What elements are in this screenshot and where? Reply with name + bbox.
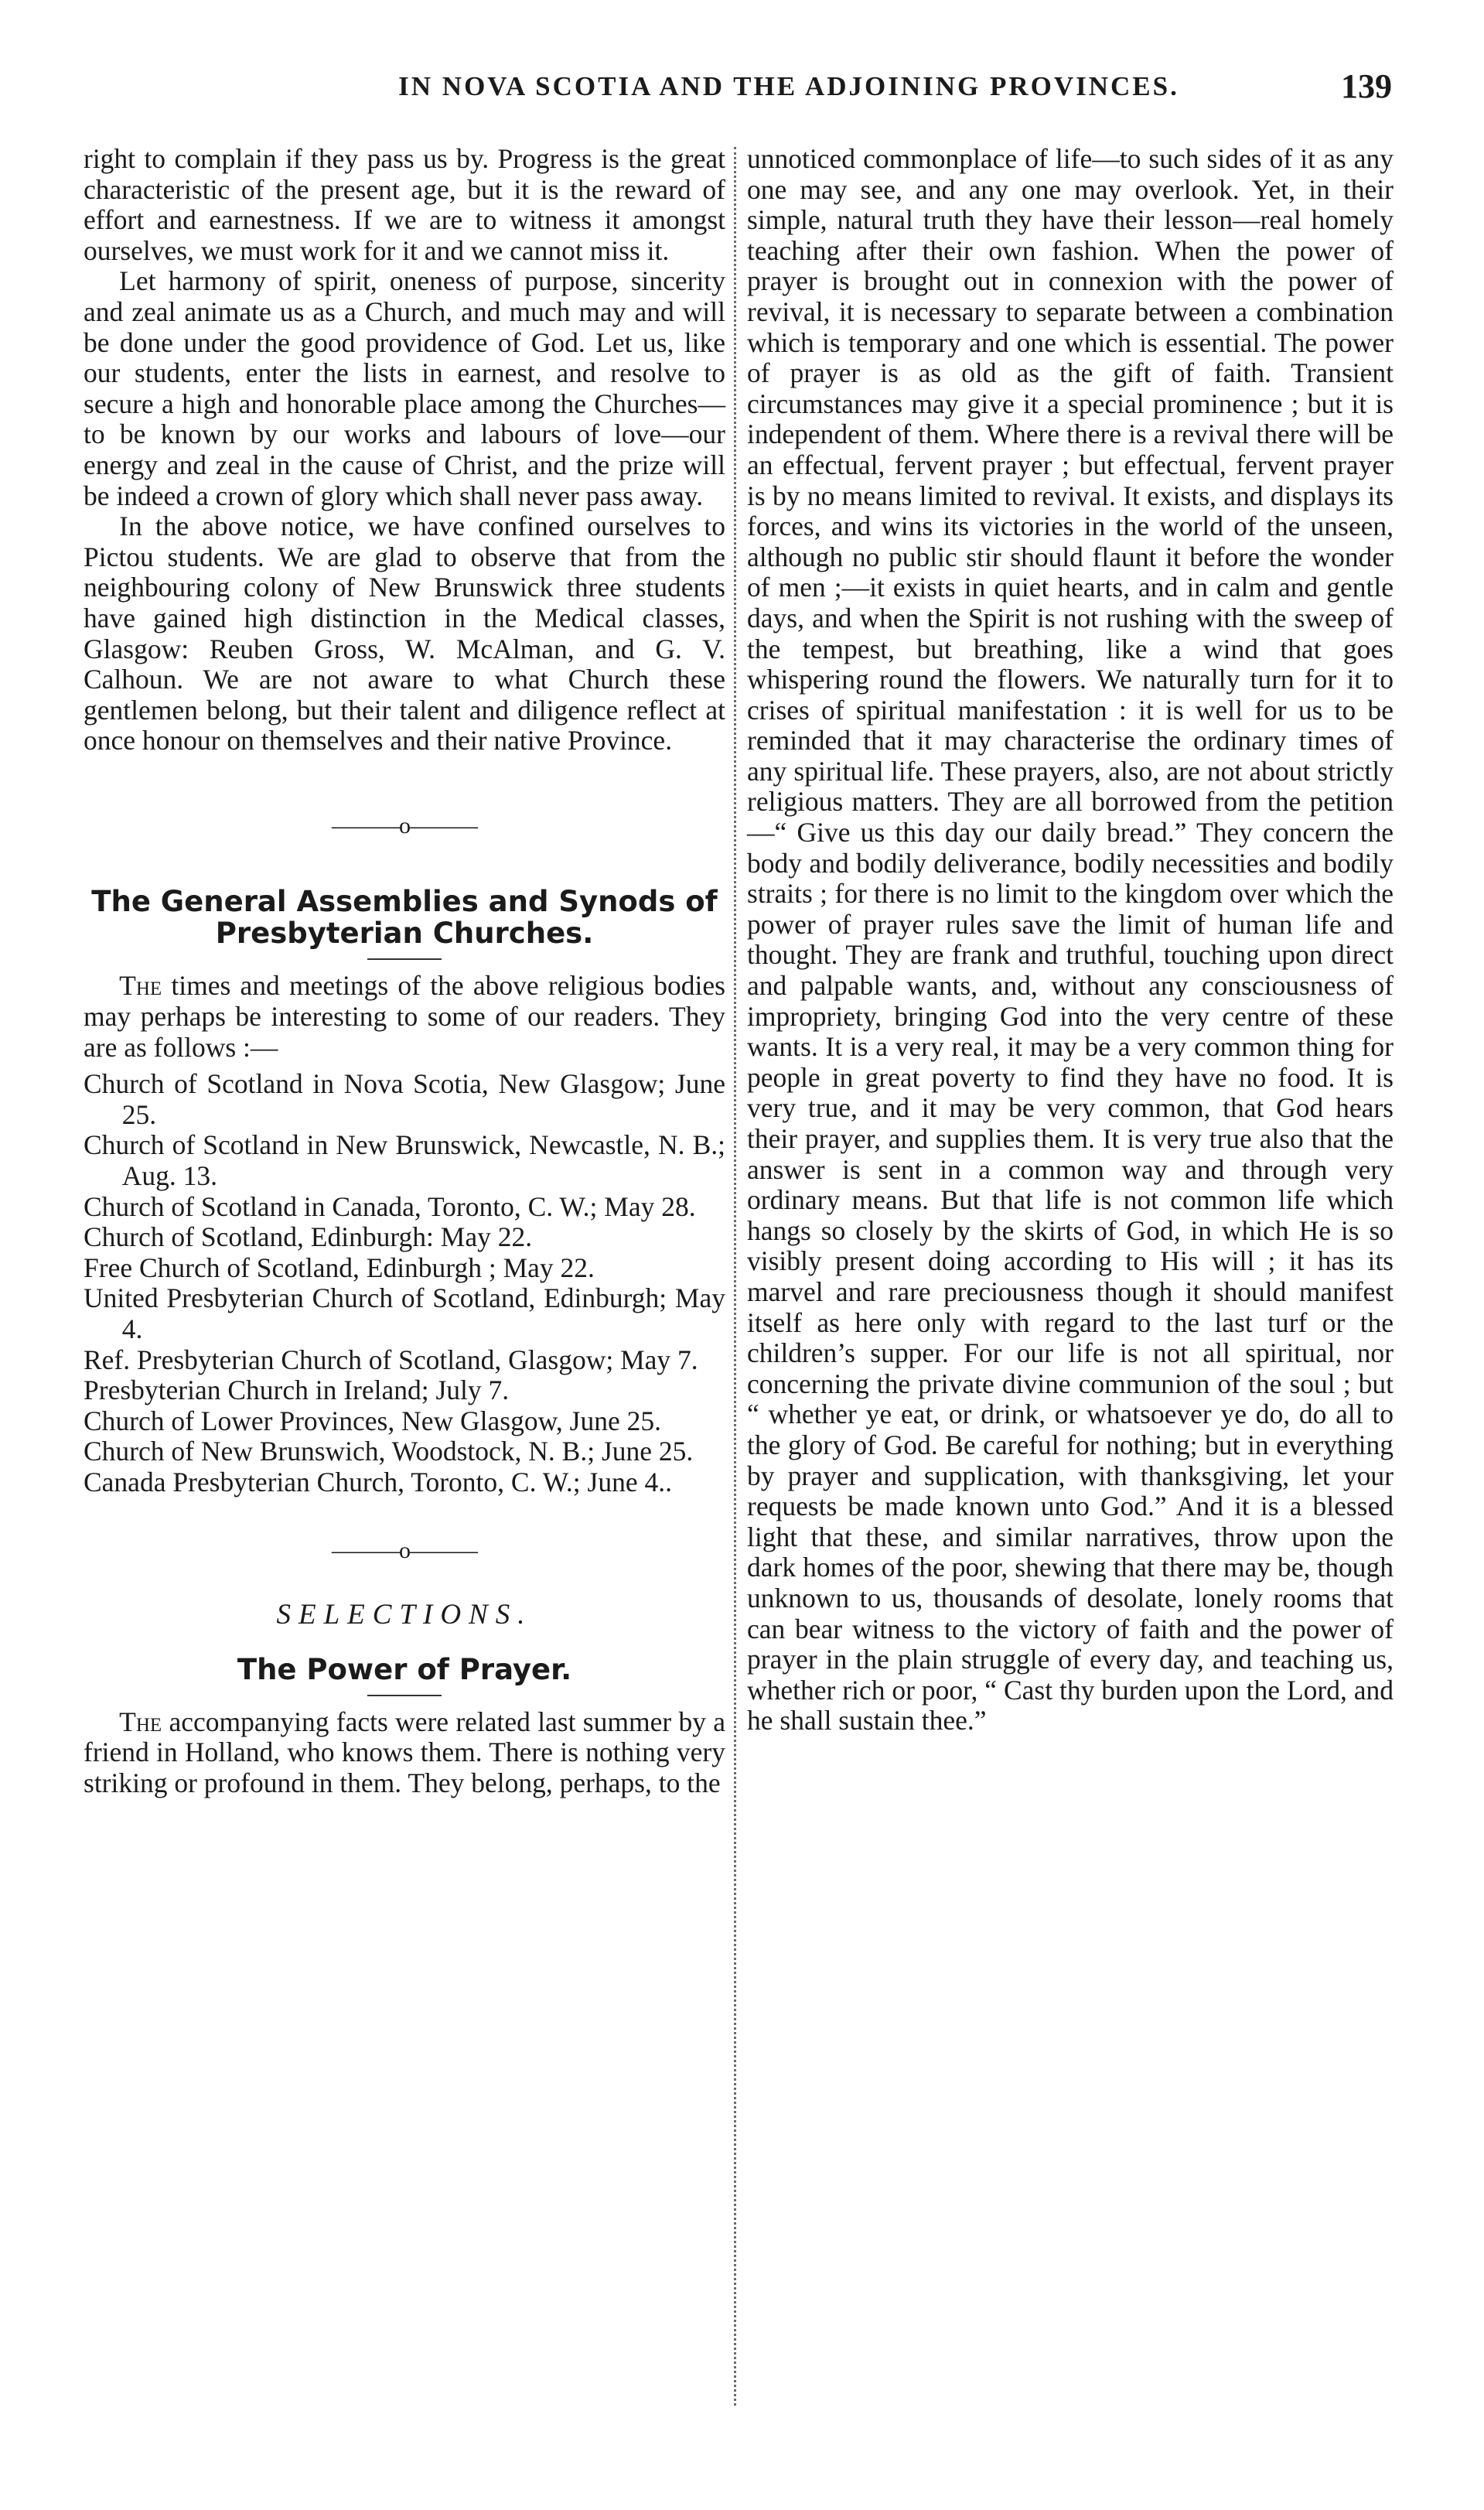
- paragraph-harmony: Let harmony of spirit, oneness of purpose, sincerity and zeal animate us as a Church, and much may and will be done under the good providence of God. Let us, like our students, enter the lists in earnest, and resolve to secure a high and honorable place among the Churches—to be known by our works and labours of love—our energy and zeal in the cause of Christ, and the prize will be indeed a crown of glory which shall never pass away.: [84, 265, 725, 511]
- meeting-entry: Ref. Presbyterian Church of Scotland, Glasgow; May 7.: [84, 1344, 698, 1375]
- assemblies-intro-text: times and meetings of the above religious bodies may perhaps be interesting to some of our readers. They are as follows :—: [84, 970, 725, 1063]
- running-title: IN NOVA SCOTIA AND THE ADJOINING PROVINCES.: [398, 71, 1179, 101]
- meeting-entry: Church of Scotland, Edinburgh: May 22.: [84, 1221, 533, 1253]
- meeting-entry: Church of Scotland in Canada, Toronto, C. W.; May 28.: [84, 1190, 696, 1222]
- page-number: 139: [1341, 67, 1392, 105]
- meeting-entry: Free Church of Scotland, Edinburgh ; May 22.: [84, 1252, 595, 1283]
- paragraph-progress: right to complain if they pass us by. Progress is the great characteristic of the present age, but it is the reward of effort and earnestness. If we are to witness it amongst ourselves, we must work for it and we cannot miss it.: [84, 143, 725, 266]
- drop-word: The: [119, 970, 162, 1002]
- prayer-heading: The Power of Prayer.: [237, 1652, 572, 1686]
- section-ornament: ———o———: [332, 1537, 477, 1563]
- heading-rule: [367, 1695, 442, 1696]
- assemblies-heading: The General Assemblies and Synods of Presbyterian Churches.: [91, 885, 718, 951]
- drop-word: The: [119, 1706, 162, 1737]
- prayer-article-text: unnoticed commonplace of life—to such sides of it as any one may see, and any one may overlook. Yet, in their simple, natural truth they have their lesson—real homely teaching after their own fashion. When the power of prayer is brought out in connexion with the power of revival, it is necessary to separate between a combination which is temporary and one which is essential. The power of prayer is as old as the gift of faith. Transient circumstances may give it a special prominence ; but it is independent of them. Where there is a revival there will be an effectual, fervent prayer ; but effectual, fervent prayer is by no means limited to revival. It exists, and displays its forces, and wins its victories in the world of the unseen, although no public stir should flaunt it before the wonder of men ;—it exists in quiet hearts, and in calm and gentle days, and when the Spirit is not rushing with the sweep of the tempest, but breathing, like a wind that goes whispering round the flowers. We naturally turn for it to crises of spiritual manifestation : it is well for us to be reminded that it may characterise the ordinary times of any spiritual life. These prayers, also, are not about strictly religious matters. They are all borrowed from the petition—“ Give us this day our daily bread.” They concern the body and bodily deliverance, bodily necessities and bodily straits ; for there is no limit to the kingdom over which the power of prayer rules save the limit of human life and thought. They are frank and truthful, touching upon direct and palpable wants, and, without any consciousness of impropriety, bringing God into the very centre of these wants. It is a very real, it may be a very common thing for people in great poverty to find they have no food. It is very true, and it may be very common, that God hears their prayer, and supplies them. It is very true also that the answer is sent in a common way and through very ordinary means. But that life is not common life which hangs so closely by the skirts of God, in which He is so visibly present doing according to His will ; it has its marvel and rare preciousness though it should manifest itself as here only with regard to the last turf or the children’s supper. For our life is not all spiritual, nor concerning the private divine communion of the soul ; but “ whether ye eat, or drink, or whatsoever ye do, do all to the glory of God. Be careful for nothing; but in everything by prayer and supplication, with thanksgiving, let your requests be made known unto God.” And it is a blessed light that these, and similar narratives, throw upon the dark homes of the poor, shewing that there may be, though unknown to us, thousands of desolate, lonely rooms that can bear witness to the victory of faith and the power of prayer in the plain struggle of every day, and teaching us, whether rich or poor, “ Cast thy burden upon the Lord, and he shall sustain thee.”: [747, 143, 1394, 1737]
- meeting-entry: United Presbyterian Church of Scotland, Edinburgh; May 4.: [84, 1282, 725, 1344]
- assemblies-intro: [84, 971, 725, 1063]
- meeting-entry: Church of Lower Provinces, New Glasgow, June 25.: [84, 1405, 661, 1436]
- column-divider: [734, 147, 736, 2406]
- meeting-entry: Church of Scotland in New Brunswick, Newcastle, N. B.; Aug. 13.: [84, 1129, 725, 1192]
- left-column: [84, 144, 725, 1799]
- prayer-intro: [84, 1707, 725, 1799]
- meeting-entry: Canada Presbyterian Church, Toronto, C. W.; June 4..: [84, 1466, 672, 1497]
- right-column: [747, 144, 1394, 1737]
- paragraph-students: In the above notice, we have confined ourselves to Pictou students. We are glad to observe that from the neighbouring colony of New Brunswick three students have gained high distinction in the Medical classes, Glasgow: Reuben Gross, W. McAlman, and G. V. Calhoun. We are not aware to what Church these gentlemen belong, but their talent and diligence reflect at once honour on themselves and their native Province.: [84, 511, 725, 756]
- meeting-entry: Church of New Brunswich, Woodstock, N. B.; June 25.: [84, 1436, 694, 1467]
- selections-heading: SELECTIONS.: [276, 1599, 533, 1631]
- section-ornament: ———o———: [332, 812, 477, 838]
- prayer-intro-text: accompanying facts were related last summer by a friend in Holland, who knows them. There is nothing very striking or profound in them. They belong, perhaps, to the: [84, 1706, 725, 1798]
- heading-rule: [367, 958, 442, 960]
- meeting-entry: Church of Scotland in Nova Scotia, New Glasgow; June 25.: [84, 1068, 725, 1130]
- meeting-entry: Presbyterian Church in Ireland; July 7.: [84, 1375, 510, 1406]
- running-head: [77, 67, 1392, 118]
